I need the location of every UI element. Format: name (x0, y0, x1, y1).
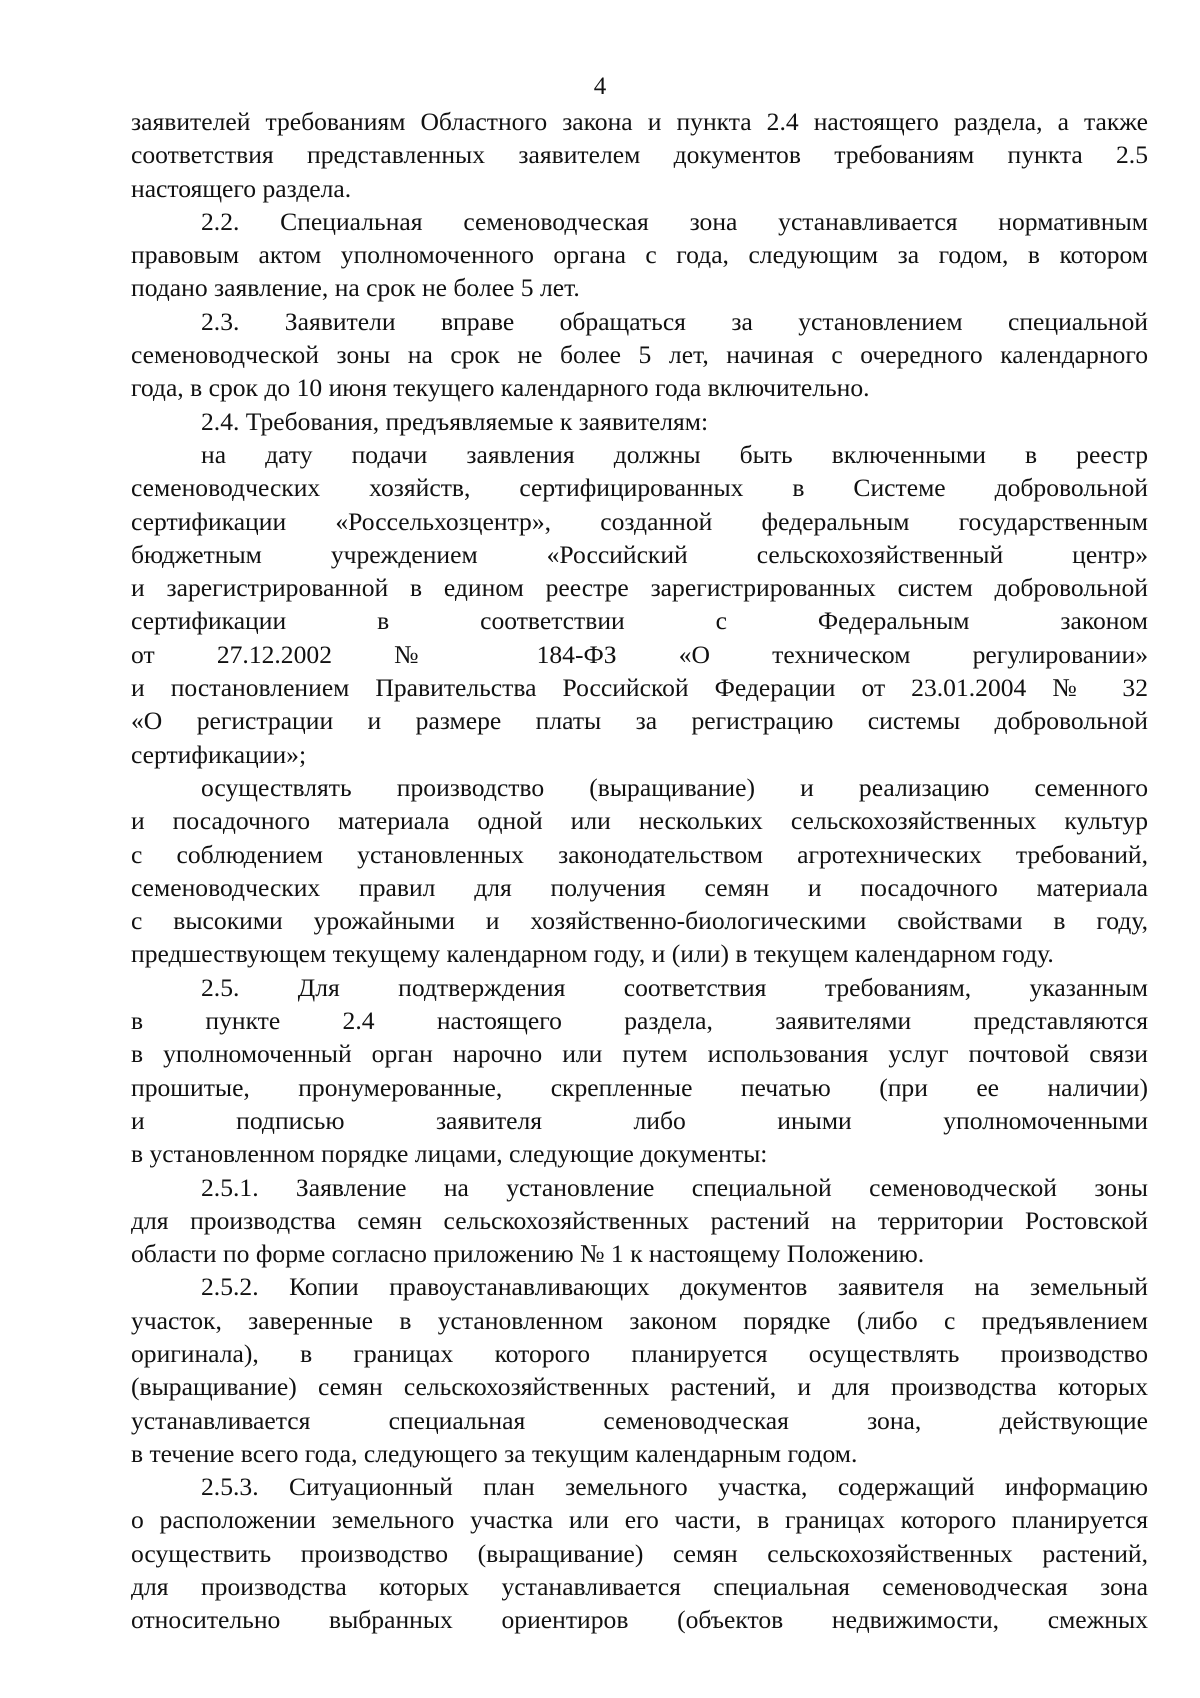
page-number: 4 (593, 73, 607, 100)
text-line: соответствия представленных заявителем документов требованиям пункта 2.5 (131, 140, 1148, 170)
text-line: прошитые, пронумерованные, скрепленные печатью (при ее наличии) (131, 1072, 1148, 1102)
text-line: и подписью заявителя либо иными уполномоченными (131, 1105, 1148, 1135)
document-body (131, 105, 1148, 1637)
text-line: на дату подачи заявления должны быть включенными в реестр (201, 439, 1148, 469)
text-line: для производства семян сельскохозяйственных растений на территории Ростовской (131, 1205, 1148, 1235)
text-line: области по форме согласно приложению № 1 к настоящему Положению. (131, 1239, 925, 1269)
text-line: в течение всего года, следующего за текущим календарным годом. (131, 1438, 858, 1468)
text-line: и посадочного материала одной или нескольких сельскохозяйственных культур (131, 806, 1148, 836)
text-line: сертификации»; (131, 739, 307, 769)
text-line: осуществлять производство (выращивание) и реализацию семенного (201, 772, 1148, 802)
text-line: с соблюдением установленных законодательством агротехнических требований, (131, 839, 1148, 869)
text-line: (выращивание) семян сельскохозяйственных растений, и для производства которых (131, 1372, 1148, 1402)
text-line: сертификации «Россельхозцентр», созданной федеральным государственным (131, 506, 1148, 536)
text-line: предшествующем текущему календарном году, и (или) в текущем календарном году. (131, 939, 1054, 969)
text-line: 2.5. Для подтверждения соответствия требованиям, указанным (201, 972, 1148, 1002)
text-line: осуществить производство (выращивание) семян сельскохозяйственных растений, (131, 1538, 1148, 1568)
text-line: 2.4. Требования, предъявляемые к заявителям: (201, 406, 709, 436)
text-line: оригинала), в границах которого планируется осуществлять производство (131, 1338, 1148, 1368)
text-line: относительно выбранных ориентиров (объектов недвижимости, смежных (131, 1605, 1148, 1635)
text-line: в уполномоченный орган нарочно или путем использования услуг почтовой связи (131, 1039, 1148, 1069)
text-line: бюджетным учреждением «Российский сельскохозяйственный центр» (131, 539, 1148, 569)
text-line: и зарегистрированной в едином реестре зарегистрированных систем добровольной (131, 573, 1148, 603)
text-line: от 27.12.2002 № 184-ФЗ «О техническом регулировании» (131, 639, 1148, 669)
text-line: заявителей требованиям Областного закона и пункта 2.4 настоящего раздела, а также (131, 107, 1148, 136)
text-line: семеноводческих правил для получения семян и посадочного материала (131, 872, 1148, 902)
text-line: правовым актом уполномоченного органа с года, следующим за годом, в котором (131, 240, 1148, 270)
text-line: «О регистрации и размере платы за регистрацию системы добровольной (131, 706, 1148, 736)
text-line: в пункте 2.4 настоящего раздела, заявителями представляются (131, 1006, 1148, 1036)
text-line: в установленном порядке лицами, следующие документы: (131, 1139, 768, 1169)
text-line: сертификации в соответствии с Федеральным законом (131, 606, 1148, 636)
text-line: участок, заверенные в установленном законом порядке (либо с предъявлением (131, 1305, 1148, 1335)
text-line: и постановлением Правительства Российской Федерации от 23.01.2004 № 32 (131, 673, 1148, 703)
text-line: года, в срок до 10 июня текущего календарного года включительно. (131, 373, 870, 403)
text-line: устанавливается специальная семеноводческая зона, действующие (131, 1405, 1148, 1435)
text-line: 2.2. Специальная семеноводческая зона устанавливается нормативным (201, 206, 1148, 236)
text-line: 2.3. Заявители вправе обращаться за установлением специальной (201, 306, 1148, 336)
text-line: 2.5.2. Копии правоустанавливающих документов заявителя на земельный (201, 1272, 1148, 1302)
text-line: с высокими урожайными и хозяйственно-биологическими свойствами в году, (131, 906, 1148, 936)
text-line: семеноводческих хозяйств, сертифицированных в Системе добровольной (131, 473, 1148, 503)
text-line: настоящего раздела. (131, 173, 352, 203)
text-line: 2.5.3. Ситуационный план земельного участка, содержащий информацию (201, 1472, 1148, 1502)
text-line: 2.5.1. Заявление на установление специальной семеноводческой зоны (201, 1172, 1148, 1202)
text-line: семеноводческой зоны на срок не более 5 лет, начиная с очередного календарного (131, 340, 1148, 370)
text-line: подано заявление, на срок не более 5 лет. (131, 273, 580, 303)
text-line: о расположении земельного участка или его части, в границах которого планируется (131, 1505, 1148, 1535)
text-line: для производства которых устанавливается специальная семеноводческая зона (131, 1572, 1148, 1602)
